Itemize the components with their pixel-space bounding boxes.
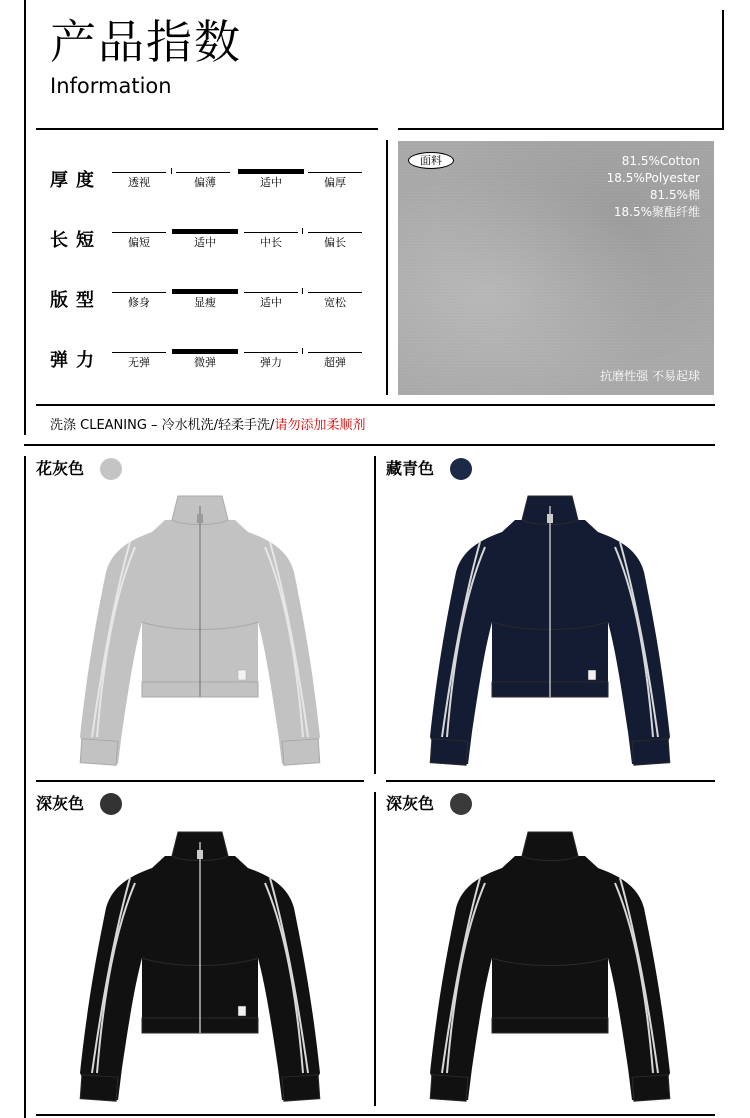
color-grid-center-line (374, 456, 376, 774)
cleaning-text: 洗涤 CLEANING – 冷水机洗/轻柔手洗/ (50, 418, 275, 433)
index-option: 宽松 (324, 296, 346, 309)
index-option: 偏长 (324, 236, 346, 249)
index-option: 修身 (128, 296, 150, 309)
index-label-fit: 版型 (50, 290, 102, 311)
index-label-elasticity: 弹力 (50, 350, 102, 371)
index-option: 中长 (260, 236, 282, 249)
page-title: 产品指数 (50, 15, 242, 69)
index-tick (171, 168, 172, 174)
index-line (112, 352, 166, 353)
jacket-cuff (80, 739, 118, 765)
jacket-label-patch (588, 670, 596, 680)
index-option: 偏短 (128, 236, 150, 249)
index-line (112, 232, 166, 233)
color-grid-bottom (36, 1114, 715, 1116)
jacket-cuff (430, 1075, 468, 1101)
jacket-body (430, 856, 670, 1100)
zipper-pull (197, 514, 203, 523)
index-option: 透视 (128, 176, 150, 189)
page-subtitle: Information (50, 74, 172, 98)
index-option: 适中 (260, 296, 282, 309)
jacket-back-image (420, 828, 680, 1108)
jacket-cuff (430, 739, 468, 765)
index-line (112, 172, 166, 173)
index-option: 偏厚 (324, 176, 346, 189)
jacket-cuff (632, 739, 670, 765)
color-name: 深灰色 (36, 794, 85, 813)
index-tick (302, 348, 303, 354)
color-swatch-dot (100, 458, 122, 480)
jacket-cuff (282, 739, 320, 765)
index-line-selected (172, 289, 238, 294)
cleaning-instructions (50, 418, 365, 434)
divider-above-cleaning (36, 404, 715, 406)
index-option: 弹力 (260, 356, 282, 369)
fabric-composition: 18.5%Polyester (606, 171, 700, 185)
color-name: 深灰色 (386, 794, 435, 813)
index-tick (302, 288, 303, 294)
index-option-selected: 适中 (260, 176, 282, 189)
index-tick (302, 228, 303, 234)
index-option-selected: 适中 (194, 236, 216, 249)
index-option: 偏薄 (194, 176, 216, 189)
color-grid-divider (386, 780, 715, 782)
index-line-selected (238, 169, 304, 174)
divider-right-top (398, 128, 724, 130)
fabric-feature: 抗磨性强 不易起球 (600, 369, 700, 383)
color-name: 藏青色 (386, 459, 435, 478)
fabric-badge: 面料 (408, 152, 454, 169)
color-name: 花灰色 (36, 459, 85, 478)
jacket-collar (522, 832, 578, 861)
divider-index-fabric (386, 140, 388, 395)
index-option-selected: 微弹 (194, 356, 216, 369)
color-grid-divider (36, 780, 364, 782)
index-line-selected (172, 349, 238, 354)
fabric-composition: 81.5%Cotton (621, 154, 700, 168)
color-grid-center-line (374, 792, 376, 1106)
index-option: 无弹 (128, 356, 150, 369)
color-swatch-dot (450, 458, 472, 480)
index-label-length: 长短 (50, 230, 102, 251)
index-line (308, 292, 362, 293)
fabric-composition: 18.5%聚酯纤维 (613, 205, 700, 219)
cleaning-warning: 请勿添加柔顺剂 (274, 418, 366, 433)
index-option: 超弹 (324, 356, 346, 369)
index-line (244, 352, 298, 353)
index-line (176, 172, 230, 173)
fabric-composition: 81.5%棉 (649, 188, 700, 202)
zipper-pull (547, 514, 553, 523)
color-grid-left-line (24, 456, 26, 1118)
color-swatch-dot (100, 793, 122, 815)
jacket-front-image (420, 492, 680, 772)
jacket-front-image (70, 492, 330, 772)
frame-left-line (24, 0, 26, 435)
index-option-selected: 显瘦 (194, 296, 216, 309)
index-line (112, 292, 166, 293)
jacket-label-patch (238, 1006, 246, 1016)
index-label-thickness: 厚度 (50, 170, 102, 191)
color-swatch-dot (450, 793, 472, 815)
jacket-cuff (282, 1075, 320, 1101)
jacket-front-image (70, 828, 330, 1108)
index-line-selected (172, 229, 238, 234)
divider-left-top (36, 128, 378, 130)
jacket-hem (492, 1018, 608, 1033)
jacket-label-patch (238, 670, 246, 680)
index-line (308, 172, 362, 173)
jacket-cuff (80, 1075, 118, 1101)
frame-right-line (722, 10, 724, 130)
index-line (244, 232, 298, 233)
index-line (308, 352, 362, 353)
zipper-pull (197, 850, 203, 859)
jacket-cuff (632, 1075, 670, 1101)
index-line (244, 292, 298, 293)
divider-below-cleaning (24, 444, 715, 446)
index-line (308, 232, 362, 233)
